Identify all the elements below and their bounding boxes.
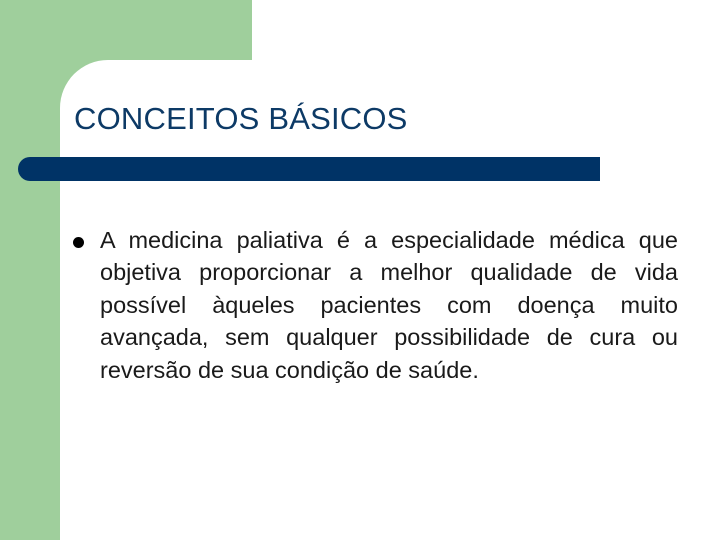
title-underline-bar [18,157,600,181]
slide-title: CONCEITOS BÁSICOS [74,101,408,136]
bullet-dot-icon [73,237,84,248]
bullet-text: A medicina paliativa é a especialidade médica que objetiva proporcionar a melhor qualidade de vida possível àqueles pacientes com doença muito avançada, sem qualquer possibilidade de cura ou reversão de sua condição de saúde. [100,227,678,383]
